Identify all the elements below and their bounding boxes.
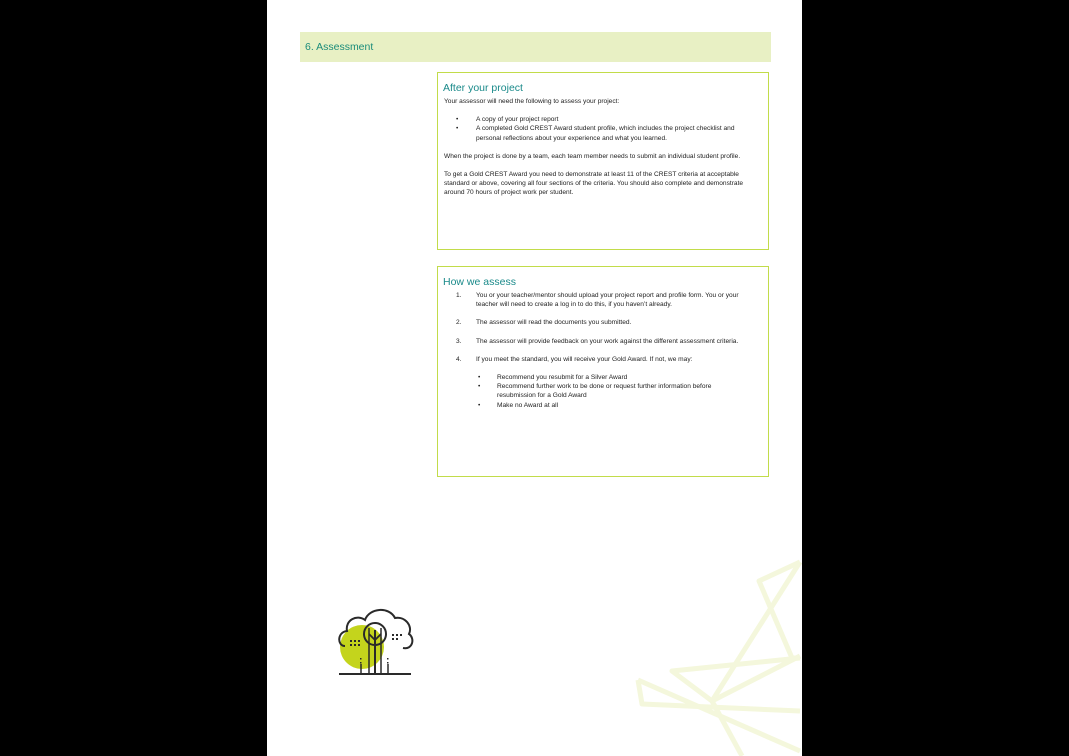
outcome-list — [476, 373, 752, 410]
list-item: • Recommend you resubmit for a Silver Award — [476, 373, 752, 382]
step-text: If you meet the standard, you will receive your Gold Award. If not, we may: — [476, 355, 693, 363]
document-page — [267, 0, 802, 756]
list-item: • Make no Award at all — [476, 401, 752, 410]
after-project-heading: After your project — [443, 82, 523, 94]
assessment-steps — [444, 291, 762, 410]
list-item: • Recommend further work to be done or request further information before resubmission for a Gold Award — [476, 382, 752, 400]
section-title: 6. Assessment — [305, 41, 374, 53]
section-header — [300, 32, 771, 62]
step-item — [444, 291, 762, 309]
after-project-intro: Your assessor will need the following to assess your project: — [444, 98, 620, 105]
list-item: • A copy of your project report — [444, 115, 762, 124]
step-number: 2. — [456, 319, 462, 327]
geometric-lines-decoration — [632, 556, 802, 756]
step-number: 4. — [456, 355, 462, 363]
step-item — [444, 318, 762, 327]
criteria-note: To get a Gold CREST Award you need to demonstrate at least 11 of the CREST criteria at acceptable standard or above, covering all four sections of the criteria. You should also complete and demonstrate around 70 hours of project work per student. — [444, 171, 744, 197]
tree-cloud-icon — [335, 600, 415, 680]
list-item: • A completed Gold CREST Award student profile, which includes the project checklist and personal reflections about your experience and what you learned. — [444, 124, 762, 142]
how-we-assess-box — [437, 266, 769, 477]
step-text: You or your teacher/mentor should upload your project report and profile form. You or your teacher will need to create a log in to do this, if you haven’t already. — [476, 292, 739, 309]
after-project-box — [437, 72, 769, 250]
step-item — [444, 355, 762, 410]
requirements-list — [444, 115, 762, 143]
how-we-assess-heading: How we assess — [443, 276, 516, 288]
step-number: 3. — [456, 337, 462, 345]
step-text: The assessor will read the documents you submitted. — [476, 319, 632, 327]
step-item — [444, 337, 762, 346]
step-number: 1. — [456, 292, 462, 299]
team-note: When the project is done by a team, each team member needs to submit an individual student profile. — [444, 152, 741, 160]
step-text: The assessor will provide feedback on your work against the different assessment criteria. — [476, 337, 739, 345]
